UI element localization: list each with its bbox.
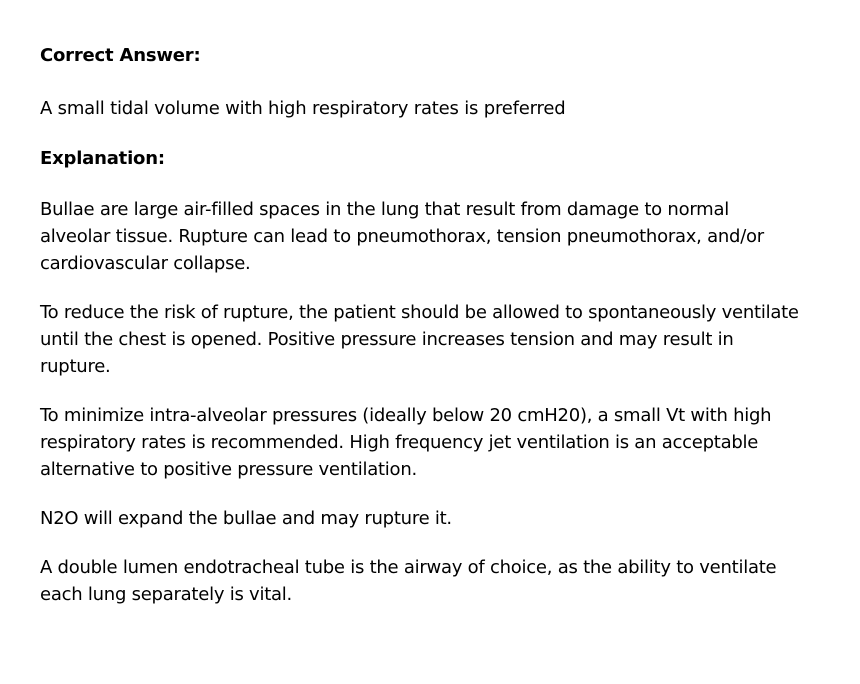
- correct-answer-heading: Correct Answer:: [40, 45, 201, 66]
- explanation-paragraph-3: To minimize intra-alveolar pressures (ideally below 20 cmH20), a small Vt with high respiratory rates is recommended. High frequency jet ventilation is an acceptable alternative to positive pressure ventilation.: [40, 405, 772, 480]
- explanation-paragraph-1: Bullae are large air-filled spaces in the lung that result from damage to normal alveolar tissue. Rupture can lead to pneumothorax, tension pneumothorax, and/or cardiovascular collapse.: [40, 199, 764, 274]
- correct-answer-text: A small tidal volume with high respiratory rates is preferred: [40, 98, 566, 119]
- explanation-paragraph-4: N2O will expand the bullae and may rupture it.: [40, 508, 452, 529]
- explanation-heading: Explanation:: [40, 148, 165, 169]
- explanation-paragraph-5: A double lumen endotracheal tube is the airway of choice, as the ability to ventilate each lung separately is vital.: [40, 557, 777, 605]
- explanation-paragraph-2: To reduce the risk of rupture, the patient should be allowed to spontaneously ventilate until the chest is opened. Positive pressure increases tension and may result in rupture.: [40, 302, 799, 377]
